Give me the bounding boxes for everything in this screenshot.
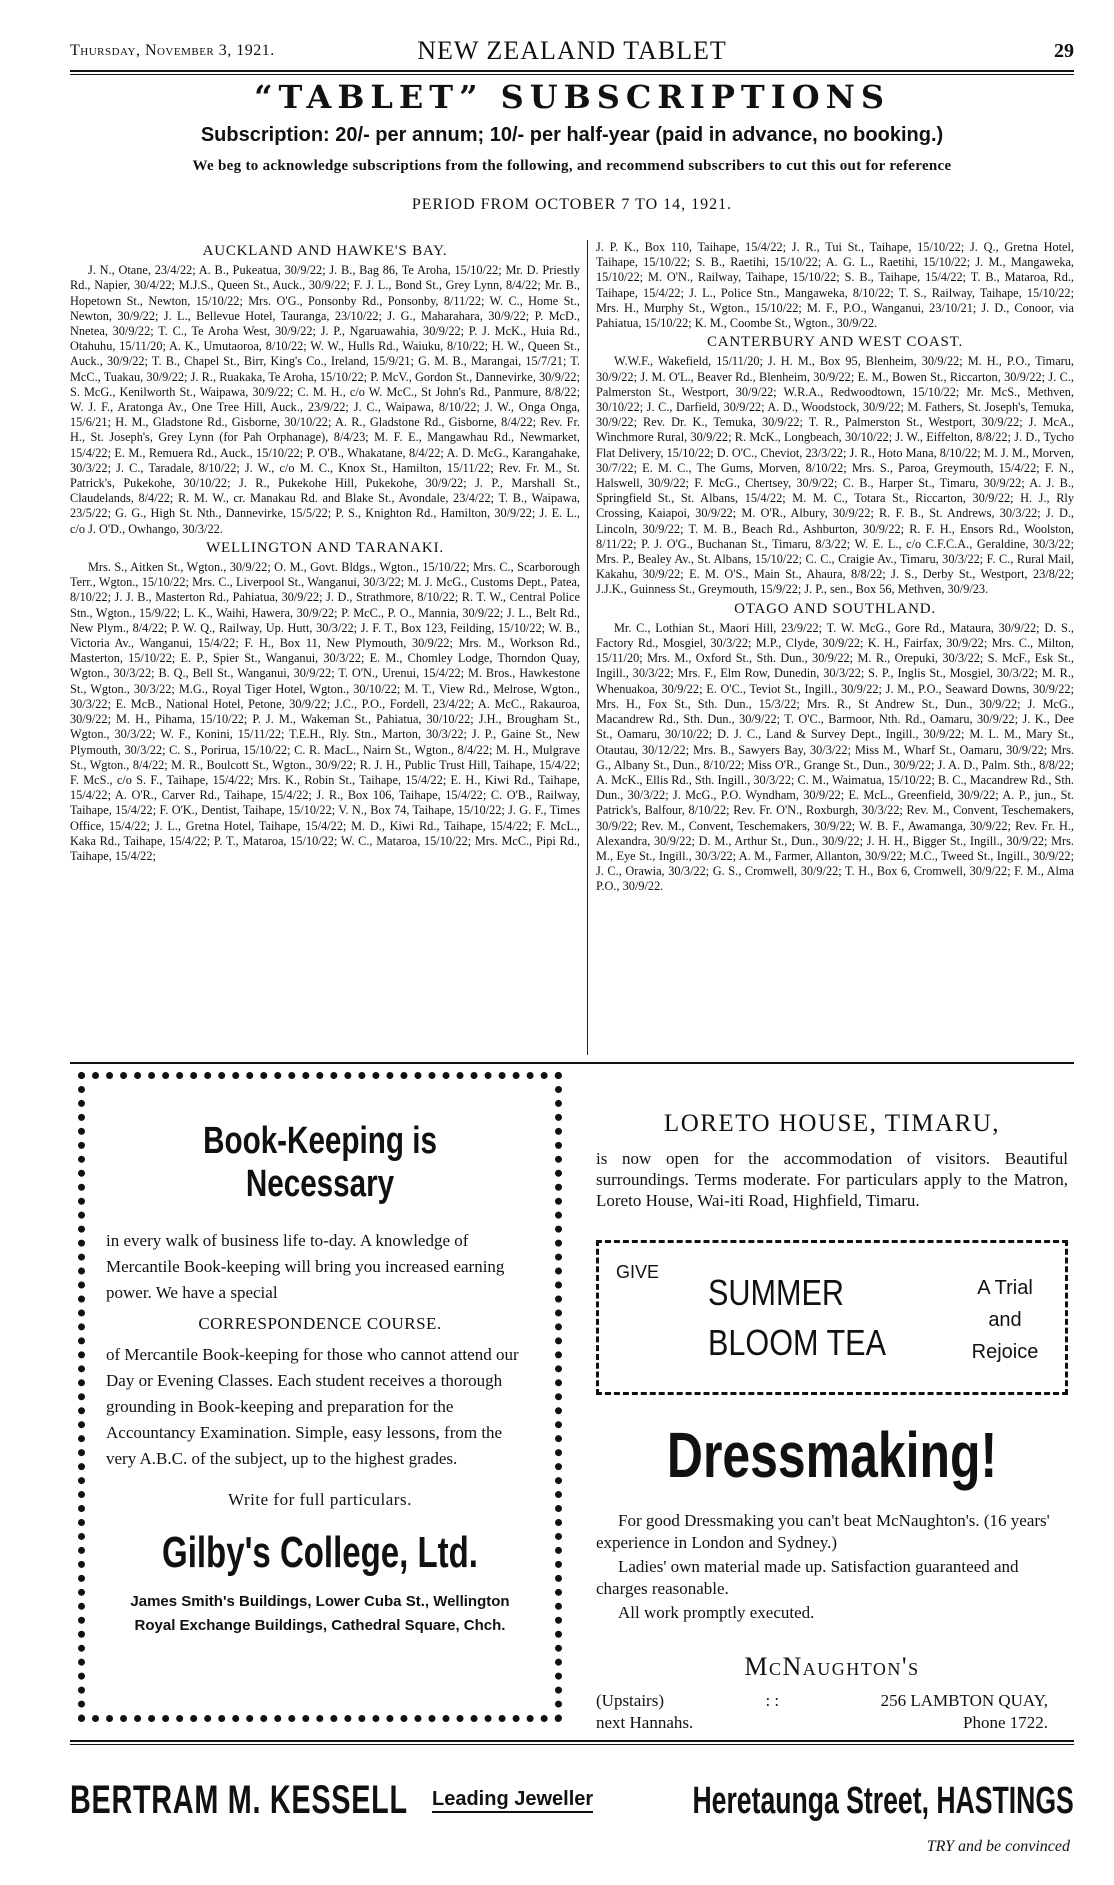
tea-slogan-line3: Rejoice bbox=[971, 1341, 1039, 1363]
tea-slogan-line1: A Trial bbox=[977, 1277, 1033, 1299]
subscription-rates: Subscription: 20/- per annum; 10/- per half-year (paid in advance, no booking.) bbox=[200, 124, 944, 146]
mcnaughtons-name: McNaughton's bbox=[744, 1652, 920, 1681]
bookkeeping-para1: in every walk of business life to-day. A knowledge of Mercantile Book-keeping will bring you increased earning power. We have a special bbox=[106, 1231, 505, 1302]
tea-ad bbox=[596, 1240, 1068, 1395]
tea-slogan-line2: and bbox=[988, 1309, 1022, 1331]
ads-separator-rule bbox=[70, 1062, 1074, 1064]
college-address-chch: Royal Exchange Buildings, Cathedral Square, Chch. bbox=[134, 1617, 506, 1634]
loreto-title: LORETO HOUSE, TIMARU, bbox=[663, 1110, 1001, 1137]
correspondence-course: CORRESPONDENCE COURSE. bbox=[198, 1314, 442, 1333]
jeweller-street: Heretaunga Street, HASTINGS bbox=[692, 1780, 1074, 1822]
phone: Phone 1722. bbox=[963, 1713, 1048, 1732]
section-text-canterbury: W.W.F., Wakefield, 15/11/20; J. H. M., Box 95, Blenheim, 30/9/22; M. H., P.O., Timaru, 30/9/22; J. M. O'L., Beaver Rd., Blenheim, 30/9/22; E. M., Bowen St., Riccarton, 30/9/22; J. C., Palmerston St., Westport, 30/9/22; W.R.A., Redwoodtown, 15/10/22; Mr. McS., Methven, 30/10/22; J. C., Darfield, 30/9/22; A. D., Woodstock, 30/9/22; M. Fathers, St. Joseph's, Temuka, 30/9/22; Rev. Dr. K., Temuka, 30/9/22; T. R., Palmerston St., Westport, 30/9/22; J. McA., Winchmore Rural, 30/9/22; R. McK., Longbeach, 30/10/22; J. W., Eiffelton, 8/8/22; J. D., Tycho Flat Delivery, 15/10/22; D. O'C., Cheviot, 23/3/22; J. R., Hoto Mana, 8/10/22; M. J. M., Morven, 30/7/22; E. M. C., The Gums, Morven, 8/10/22; Mrs. S., Paroa, Greymouth, 15/4/22; F. N., Halswell, 30/9/22; F. McG., Chertsey, 30/9/22; C. B., Harper St., Timaru, 30/9/22; A. J. B., Springfield St., St. Albans, 15/4/22; M. M. C., Totara St., Riccarton, 30/9/22; H. J., Rly Crossing, Kaiapoi, 30/9/22; M. O'R., Albury, 30/9/22; R. F. B., St. Andrews, 30/3/22; J. D., Lincoln, 30/9/22; T. M. B., Beach Rd., Ashburton, 30/9/22; R. F. H., Ensors Rd., Woolston, 8/11/22; P. J. O'G., Buchanan St., Timaru, 8/3/22; W. E. L., c/o C.F.C.A., Geraldine, 30/3/22; Mrs. P., Bealey Av., St. Albans, 15/10/22; C. C., Craigie Av., Timaru, 30/3/22; F. C., Rural Mail, Kakahu, 30/9/22; E. M. O'S., Main St., Ahaura, 8/8/22; J. S., Derby St., Westport, 23/8/22; J.J.K., Guinness St., Greymouth, 15/9/22; J. P., sen., Box 56, Methven, 30/9/23. bbox=[596, 354, 1074, 597]
issue-date: Thursday, November 3, 1921. bbox=[70, 42, 275, 59]
left-column bbox=[70, 240, 580, 864]
kessell-tagline: TRY and be convinced bbox=[926, 1838, 1070, 1855]
section-heading-auckland: AUCKLAND AND HAWKE'S BAY. bbox=[202, 243, 448, 259]
tea-give: GIVE bbox=[616, 1262, 660, 1282]
dressmaking-para3: All work promptly executed. bbox=[618, 1603, 815, 1622]
section-text-auckland: J. N., Otane, 23/4/22; A. B., Pukeatua, 30/9/22; J. B., Bag 86, Te Aroha, 15/10/22; Mr. D. Priestly Rd., Napier, 30/4/22; M.J.S., Queen St., Auck., 30/9/22; F. J. L., Bond St., Grey Lynn, 8/4/22; Mr. B., Hopetown St., Newton, 15/10/22; Mrs. O'G., Ponsonby Rd., Ponsonby, 8/11/22; W. C., Home St., Newton, 30/9/22; J. L., Bellevue Hotel, Tauranga, 23/10/22; J. G., Maharahara, 30/9/22; P. McD., Nnetea, 30/9/22; T. C., Te Aroha West, 30/9/22; J. P., Ngaruawahia, 30/9/22; P. J. McK., Huia Rd., Otahuhu, 15/11/20; A. K., Umutaoroa, 8/10/22; W. W., Hulls Rd., Waiuku, 8/10/22; H. W., Queen St., Auck., 30/9/22; T. B., Chapel St., Birr, King's Co., Ireland, 15/9/21; G. M. B., Marangai, 15/7/21; T. McC., Tuakau, 30/9/22; J. R., Ruakaka, Te Aroha, 15/10/22; P. McV., Gordon St., Dannevirke, 30/9/22; S. McG., Kenilworth St., Waipawa, 30/9/22; C. M. H., c/o W. McC., St John's Rd., Panmure, 8/8/22; W. J. F., Aratonga Av., One Tree Hill, Auck., 23/9/22; J. C., Waipawa, 8/10/22; J. W., Onga Onga, 15/6/21; H. M., Gladstone Rd., Gisborne, 30/10/22; A. R., Gladstone Rd., Gisborne, 8/4/22; Rev. Fr. H., St. Joseph's, Grey Lynn (for Pah Orphanage), 8/4/23; M. F. E., Mangawhau Rd., Newmarket, 15/4/22; E. M., Remuera Rd., Auck., 15/10/22; P. O'B., Whakatane, 8/4/22; A. D. McG., Karangahake, 30/3/22; J. C., Taradale, 8/10/22; J. W., c/o M. C., Knox St., Hamilton, 15/11/22; Rev. Fr. M., St. Patrick's, Pukekohe, 30/10/22; J. R., Pukekohe Hill, Pukekohe, 30/9/22; J. P., Marshall St., Claudelands, 8/4/22; R. M. W., cr. Manakau Rd. and Blake St., Avondale, 23/4/22; T. B., Waipawa, 23/5/22; G. G., High St. Nth., Dannevirke, 15/5/22; P. S., Knighton Rd., Hamilton, 30/9/22; J. E. L., c/o J. O'D., Owhango, 30/3/22. bbox=[70, 263, 580, 536]
acknowledge-line: We beg to acknowledge subscriptions from the following, and recommend subscribers to cut this out for reference bbox=[192, 158, 952, 174]
tea-brand bbox=[708, 1268, 886, 1368]
tea-slogan bbox=[960, 1272, 1050, 1368]
header-rule bbox=[70, 70, 1074, 72]
right-column bbox=[596, 240, 1074, 895]
tea-brand-line2: BLOOM TEA bbox=[708, 1322, 886, 1363]
bottom-ad-rule-thin bbox=[70, 1744, 1074, 1745]
section-text-otago: Mr. C., Lothian St., Maori Hill, 23/9/22; T. W. McG., Gore Rd., Mataura, 30/9/22; D. S., Factory Rd., Mosgiel, 30/3/22; M.P., Clyde, 30/9/22; K. H., Fairfax, 30/9/22; Mrs. C., Milton, 15/11/20; Mrs. M., Oxford St., Sth. Dun., 30/9/22; M. R., Orepuki, 30/3/22; S. McF., Esk St., Ingill., 30/3/22; Mrs. F., Elm Row, Dunedin, 30/3/22; S. P., Inglis St., Mosgiel, 30/3/22; M. R., Whenuakoa, 30/9/22; E. O'C., Teviot St., Ingill., 30/9/22; J. M., P.O., Seaward Downs, 30/9/22; Mrs. H., Fox St., Sth. Dun., 15/3/22; Mrs. R., St Andrew St., Dun., 30/9/22; J. McG., Macandrew Rd., Sth. Dun., 30/9/22; T. O'C., Barmoor, Nth. Rd., Oamaru, 30/9/22; J. K., Dee St., Oamaru, 30/10/22; D. J. C., Land & Survey Dept., Ingill., 30/9/22; M. L. M., Mary St., Otautau, 30/12/22; Mrs. B., Sawyers Bay, 30/3/22; Miss M., Wharf St., Oamaru, 30/9/22; Mrs. G., Albany St., Dun., 8/10/22; Miss O'R., Grange St., Dun., 30/9/22; J. A. D., Palm. Sth., 8/8/22; A. McK., Ellis Rd., Sth. Ingill., 30/3/22; C. M., Waimatua, 15/10/22; B. C., Macandrew Rd., Sth. Dun., 30/3/22; J. McG., P.O. Wyndham, 30/9/22; E. McL., Greenfield, 30/9/22; A. P., jun., St. Patrick's, Balfour, 8/10/22; Rev. Fr. O'N., Roxburgh, 30/3/22; Rev. M., Convent, Teschemakers, 30/9/22; Rev. M., Convent, Teschemakers, 30/9/22; W. B. F., Awamanga, 30/9/22; Rev. Fr. H., Alexandra, 30/9/22; D. M., Arthur St., Dun., 30/9/22; J. H. H., Bigger St., Ingill., 30/9/22; Mrs. M., Eye St., Ingill., 30/3/22; A. M., Farmer, Allanton, 30/9/22; M.C., Tweed St., Ingill., 30/9/22; J. C., Orawia, 30/3/22; G. S., Cromwell, 30/9/22; T. H., Box 6, Cromwell, 30/9/22; F. M., Alma P.O., 30/9/22. bbox=[596, 620, 1074, 894]
column-divider bbox=[587, 240, 588, 1055]
page-number: 29 bbox=[1054, 40, 1074, 62]
section-heading-wellington: WELLINGTON AND TARANAKI. bbox=[206, 539, 444, 556]
header-rule-thin bbox=[70, 74, 1074, 75]
bookkeeping-heading: Book-Keeping is Necessary bbox=[203, 1120, 437, 1205]
dressmaking-heading: Dressmaking! bbox=[666, 1419, 998, 1491]
masthead-title: NEW ZEALAND TABLET bbox=[417, 36, 727, 65]
write-particulars: Write for full particulars. bbox=[228, 1490, 412, 1509]
section-heading-canterbury: CANTERBURY AND WEST COAST. bbox=[706, 334, 964, 351]
street-address: 256 LAMBTON QUAY, bbox=[880, 1691, 1048, 1710]
jeweller-name: BERTRAM M. KESSELL bbox=[70, 1778, 408, 1822]
address-row bbox=[596, 1690, 1068, 1712]
period-line: PERIOD FROM OCTOBER 7 TO 14, 1921. bbox=[411, 196, 733, 213]
bottom-ad-rule bbox=[70, 1740, 1074, 1742]
mcnaughtons-address bbox=[596, 1690, 1068, 1734]
college-name: Gilby's College, Ltd. bbox=[162, 1528, 478, 1577]
address-separator: : : bbox=[765, 1691, 780, 1710]
jeweller-trade: Leading Jeweller bbox=[432, 1788, 593, 1813]
college-address-wellington: James Smith's Buildings, Lower Cuba St., Wellington bbox=[130, 1593, 510, 1610]
bookkeeping-ad-content bbox=[106, 1102, 534, 1638]
dressmaking-text bbox=[596, 1510, 1068, 1626]
dressmaking-para2: Ladies' own material made up. Satisfaction guaranteed and charges reasonable. bbox=[596, 1557, 1019, 1598]
upstairs: (Upstairs) bbox=[596, 1691, 664, 1710]
phone-row bbox=[596, 1712, 1068, 1734]
section-heading-otago: OTAGO AND SOUTHLAND. bbox=[734, 600, 936, 617]
next-to: next Hannahs. bbox=[596, 1713, 694, 1732]
section-text-wellington: Mrs. S., Aitken St., Wgton., 30/9/22; O. M., Govt. Bldgs., Wgton., 15/10/22; Mrs. C., Scarborough Terr., Wgton., 15/10/22; Mrs. C., Liverpool St., Wanganui, 30/3/22; M. J. McG., Customs Dept., Patea, 8/10/22; J. J. B., Masterton Rd., Pahiatua, 30/9/22; J. D., Strathmore, 8/10/22; R. T. W., Central Police Stn., Wgton., 15/9/22; L. K., Waihi, Hawera, 30/9/22; P. McC., P. O., Mannia, 30/9/22; J. L., Belt Rd., New Plym., 8/4/22; P. W. Q., Railway, Up. Hutt, 30/3/22; J. F. T., Box 123, Feilding, 15/10/22; W. B., Victoria Av., Wanganui, 15/4/22; F. H., Box 11, New Plymouth, 30/9/22; Mrs. M., Workson Rd., Masterton, 15/10/22; E. P., Spier St., Wanganui, 30/3/22; E. M., Chomley Lodge, Thorndon Quay, Wgton., 30/3/22; B. Q., Bell St., Wanganui, 30/9/22; T. O'N., Urenui, 15/4/22; M. Bros., Hawkestone St., Wgton., 30/3/22; M.G., Royal Tiger Hotel, Wgton., 30/10/22; M. T., View Rd., Melrose, Wgton., 30/3/22; E. McB., National Hotel, Petone, 30/9/22; J.C., P.O., Fordell, 23/4/22; A. McC., Rakauroa, 30/9/22; M. H., Pihama, 15/10/22; P. J. M., Wakeman St., Pahiatua, 30/10/22; J.H., Brougham St., Wgton., 30/3/22; W. F., Konini, 15/11/22; T.E.H., Rly. Stn., Marton, 30/3/22; J. P., Gaine St., New Plymouth, 30/3/22; C. S., Porirua, 15/10/22; C. R. MacL., Nairn St., Wgton., 8/4/22; M. H., Mulgrave St., Wgton., 8/4/22; M. R., Boulcott St., Wgton., 30/9/22; R. J. H., Public Trust Hill, Taihape, 15/4/22; F. McS., c/o S. F., Taihape, 15/4/22; Mrs. K., Robin St., Taihape, 15/4/22; E. H., Kiwi Rd., Taihape, 15/4/22; A. O'R., Carver Rd., Taihape, 15/4/22; J. R., Box 106, Taihape, 15/4/22; C. O'B., Railway, Taihape, 15/4/22; F. O'K., Dentist, Taihape, 15/10/22; V. N., Box 74, Taihape, 15/10/22; J. G. F., Times Office, 15/4/22; J. L., Gretna Hotel, Taihape, 15/4/22; M. D., Kiwi Rd., Taihape, 15/4/22; F. McL., Kaka Rd., Taihape, 15/4/22; P. T., Mataroa, 15/10/22; W. C., Mataroa, 15/10/22; Mrs. McC., Pipi Rd., Taihape, 15/4/22; bbox=[70, 560, 580, 863]
bookkeeping-ad bbox=[78, 1072, 562, 1722]
dressmaking-para1: For good Dressmaking you can't beat McNaughton's. (16 years' experience in London and Sydney.) bbox=[596, 1511, 1050, 1552]
subscriptions-title: “TABLET” SUBSCRIPTIONS bbox=[254, 78, 890, 116]
loreto-text: is now open for the accommodation of visitors. Beautiful surroundings. Terms moderate. For particulars apply to the Matron, Loreto House, Wai-iti Road, Highfield, Timaru. bbox=[596, 1149, 1068, 1210]
page-header bbox=[70, 36, 1074, 68]
kessell-ad bbox=[70, 1778, 1074, 1828]
section-text-continued: J. P. K., Box 110, Taihape, 15/4/22; J. R., Tui St., Taihape, 15/10/22; J. Q., Gretna Hotel, Taihape, 15/10/22; S. B., Raetihi, 15/10/22; A. G. L., Raetihi, 15/10/22; J. M., Mangaweka, 15/10/22; M. O'N., Railway, Taihape, 15/10/22; S. B., Taihape, 15/4/22; T. B., Mataroa, Rd., Taihape, 15/4/22; J. L., Police Stn., Mangaweka, 8/10/22; T. S., Railway, Taihape, 15/10/22; Mrs. H., Murphy St., Wgton., 15/10/22; M. F., P.O., Wanganui, 23/10/21; J. D., Conoor, via Pahiatua, 15/10/22; K. M., Coombe St., Wgton., 30/9/22. bbox=[596, 240, 1074, 331]
college-addresses bbox=[106, 1590, 534, 1638]
bookkeeping-para2: of Mercantile Book-keeping for those who cannot attend our Day or Evening Classes. Each student receives a thorough grounding in Book-keeping and preparation for the Accountancy Examination. Simple, easy lessons, from the very A.B.C. of the subject, up to the highest grades. bbox=[106, 1345, 519, 1468]
tea-brand-line1: SUMMER bbox=[708, 1272, 844, 1313]
